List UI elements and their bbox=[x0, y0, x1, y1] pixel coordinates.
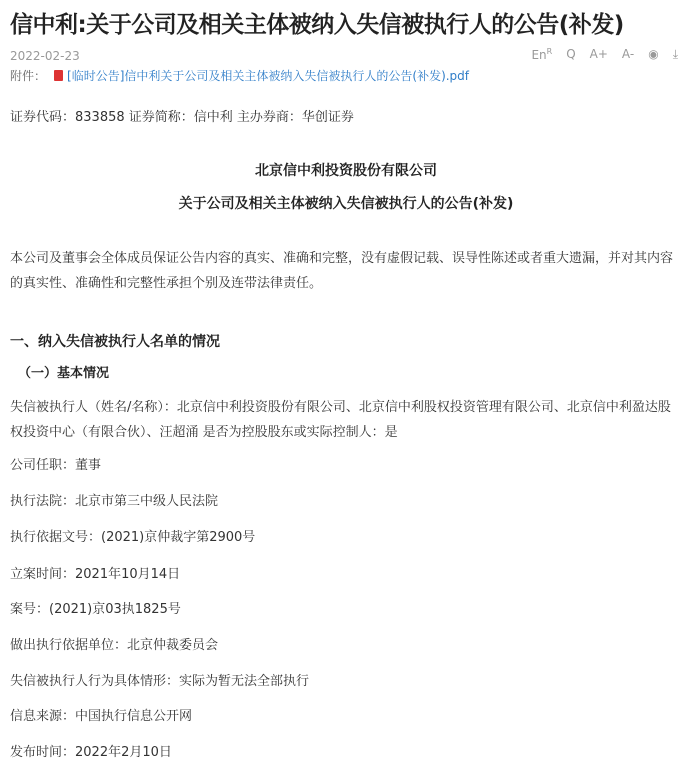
font-decrease-button[interactable]: A- bbox=[621, 47, 635, 61]
page-title: 信中利:关于公司及相关主体被纳入失信被执行人的公告(补发) bbox=[10, 12, 624, 38]
announcement-subtitle: 关于公司及相关主体被纳入失信被执行人的公告(补发) bbox=[178, 196, 514, 212]
info-item: 案号：(2021)京03执1825号 bbox=[10, 602, 181, 617]
translate-label: En bbox=[531, 48, 547, 62]
securities-info: 证券代码：833858 证券简称：信中利 主办券商：华创证券 bbox=[10, 110, 354, 125]
subsection-heading: （一）基本情况 bbox=[18, 366, 110, 381]
search-icon[interactable]: Q bbox=[566, 47, 576, 61]
company-name: 北京信中利投资股份有限公司 bbox=[255, 163, 437, 179]
pdf-icon bbox=[54, 70, 63, 81]
info-item: 发布时间：2022年2月10日 bbox=[10, 745, 172, 760]
info-item: 立案时间：2021年10月14日 bbox=[10, 567, 181, 582]
attachment-row bbox=[10, 67, 469, 84]
font-increase-button[interactable]: A+ bbox=[589, 47, 608, 61]
statement-paragraph: 本公司及董事会全体成员保证公告内容的真实、准确和完整，没有虚假记载、误导性陈述或者重大遗漏，并对其内容的真实性、准确性和完整性承担个别及连带法律责任。 bbox=[10, 251, 674, 291]
info-item: 执行法院：北京市第三中级人民法院 bbox=[10, 494, 219, 509]
section-heading: 一、纳入失信被执行人名单的情况 bbox=[10, 334, 220, 350]
translate-sup: R bbox=[546, 47, 553, 56]
info-item: 失信被执行人行为具体情形：实际为暂无法全部执行 bbox=[10, 674, 310, 689]
info-item: 信息来源：中国执行信息公开网 bbox=[10, 709, 193, 724]
info-item: 做出执行依据单位：北京仲裁委员会 bbox=[10, 638, 219, 653]
publish-date: 2022-02-23 bbox=[10, 49, 80, 63]
download-icon[interactable]: ⤓ bbox=[672, 47, 678, 61]
toolbar bbox=[531, 47, 678, 62]
info-item: 公司任职：董事 bbox=[10, 458, 102, 473]
listen-icon[interactable]: ◉ bbox=[648, 47, 659, 61]
info-item: 失信被执行人（姓名/名称）：北京信中利投资股份有限公司、北京信中利股权投资管理有限公司、北京信中利盈达股权投资中心（有限合伙）、汪超涌 是否为控股股东或实际控制人：是 bbox=[10, 400, 671, 440]
attachment-label: 附件： bbox=[10, 69, 47, 83]
attachment-link[interactable]: [临时公告]信中利关于公司及相关主体被纳入失信被执行人的公告(补发).pdf bbox=[67, 69, 470, 83]
translate-button[interactable] bbox=[531, 47, 552, 62]
info-item: 执行依据文号：(2021)京仲裁字第2900号 bbox=[10, 530, 256, 545]
